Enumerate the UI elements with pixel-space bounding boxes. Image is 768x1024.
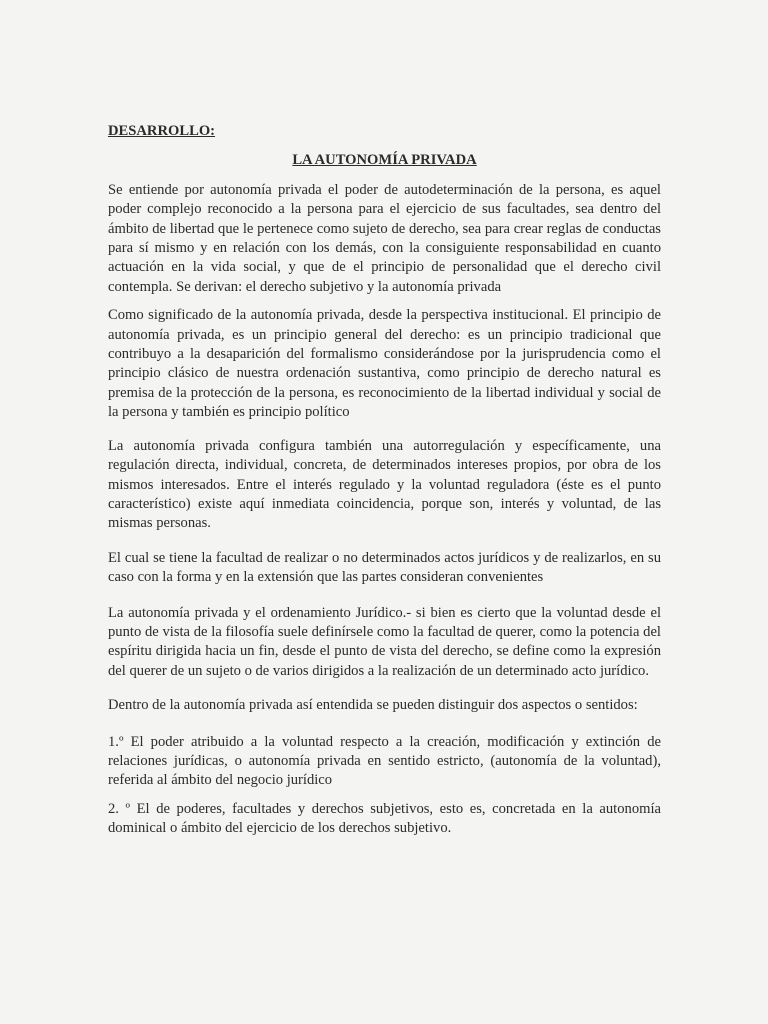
- paragraph-institutional: Como significado de la autonomía privada, desde la perspectiva institucional. El principio de autonomía privada, es un principio general del derecho: es un principio tradicional que contribuyo a la desaparición del formalismo considerándose por la jurisprudencia como el principio clásico de nuestra ordenación sustantiva, como principio de derecho natural es premisa de la protección de la persona, es reconocimiento de la libertad individual y social de la persona y también es principio político: [108, 307, 661, 421]
- paragraph-self-regulation: La autonomía privada configura también una autorregulación y específicamente, una regulación directa, individual, concreta, de determinados intereses propios, por obra de los mismos interesados. Entre el interés regulado y la voluntad reguladora (éste es el punto característico) existe aquí inmediata coincidencia, porque son, interés y voluntad, de las mismas personas.: [108, 437, 661, 532]
- paragraph-aspects-intro: Dentro de la autonomía privada así entendida se pueden distinguir dos aspectos o sentidos:: [108, 697, 638, 714]
- document-title: LA AUTONOMÍA PRIVADA: [292, 152, 477, 169]
- list-item-second-aspect: 2. º El de poderes, facultades y derechos subjetivos, esto es, concretada en la autonomía dominical o ámbito del ejercicio de los derechos subjetivo.: [108, 800, 661, 837]
- paragraph-legal-order: La autonomía privada y el ordenamiento Jurídico.- si bien es cierto que la voluntad desde el punto de vista de la filosofía suele definírsele como la facultad de querer, como la potencia del espíritu dirigida hacia un fin, desde el punto de vista del derecho, se define como la expresión del querer de un sujeto o de varios dirigidos a la realización de un determinado acto jurídico.: [108, 604, 661, 679]
- paragraph-faculty: El cual se tiene la facultad de realizar o no determinados actos jurídicos y de realizarlos, en su caso con la forma y en la extensión que las partes consideran convenientes: [108, 549, 661, 586]
- paragraph-definition: Se entiende por autonomía privada el poder de autodeterminación de la persona, es aquel poder complejo reconocido a la persona para el ejercicio de sus facultades, sea dentro del ámbito de libertad que le pertenece como sujeto de derecho, sea para crear reglas de conductas para sí mismo y en relación con los demás, con la consiguiente responsabilidad en cuanto actuación en la vida social, y que de el principio de personalidad que el derecho civil contempla. Se derivan: el derecho subjetivo y la autonomía privada: [108, 181, 661, 295]
- section-heading: DESARROLLO:: [108, 123, 216, 139]
- list-item-first-aspect: 1.º El poder atribuido a la voluntad respecto a la creación, modificación y extinción de relaciones jurídicas, o autonomía privada en sentido estricto, (autonomía de la voluntad), referida al ámbito del negocio jurídico: [108, 733, 661, 789]
